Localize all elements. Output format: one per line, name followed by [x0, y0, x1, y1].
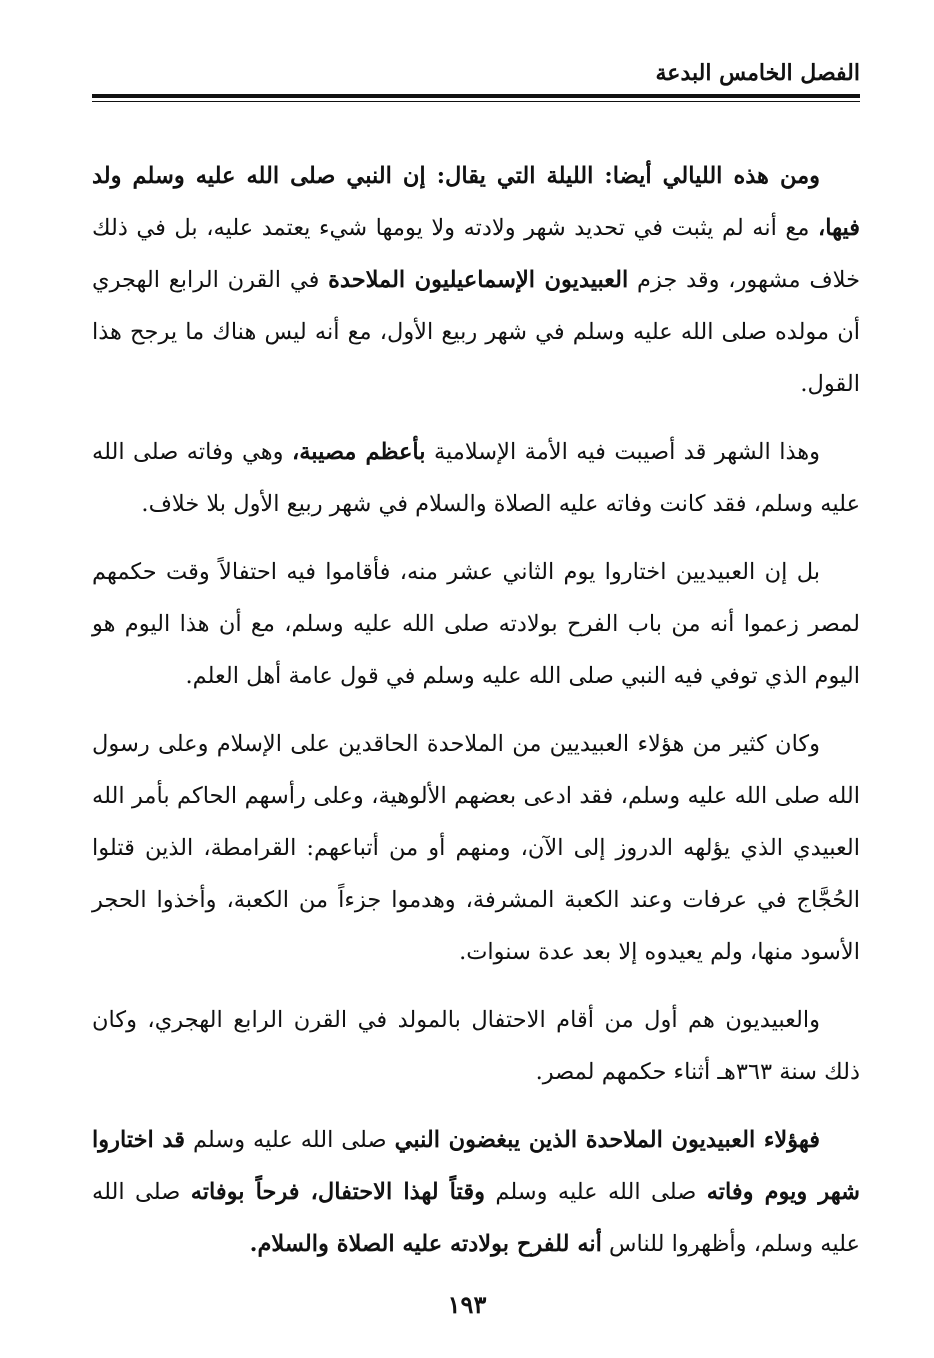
paragraph-4 [92, 718, 860, 978]
paragraph-6-bold-lead: فهؤلاء العبيديون الملاحدة الذين يبغضون النبي [394, 1127, 821, 1153]
paragraph-6-text-3: صلى الله عليه وسلم، وأظهروا للناس [92, 1179, 860, 1257]
body-text [92, 150, 860, 1286]
paragraph-1-text: مع أنه لم يثبت في تحديد شهر ولادته ولا يومها شيء يعتمد عليه، بل في ذلك خلاف مشهور، وقد جزم [92, 215, 860, 293]
paragraph-2-text-2: وهي وفاته صلى الله عليه وسلم، فقد كانت وفاته عليه الصلاة والسلام في شهر ربيع الأول بلا خلاف. [92, 439, 860, 517]
paragraph-6-bold-tail: وقتاً لهذا الاحتفال، فرحاً بوفاته [190, 1179, 485, 1205]
paragraph-2-bold-mid: بأعظم مصيبة، [291, 439, 426, 465]
paragraph-1-bold-mid: العبيديون الإسماعيليون الملاحدة [328, 267, 629, 293]
paragraph-6 [92, 1114, 860, 1270]
header-rule-thick [92, 94, 860, 98]
paragraph-2-text: وهذا الشهر قد أصيبت فيه الأمة الإسلامية [425, 439, 820, 465]
paragraph-3 [92, 546, 860, 702]
paragraph-1-text-2: في القرن الرابع الهجري أن مولده صلى الله عليه وسلم في شهر ربيع الأول، مع أنه ليس هناك ما يرجح هذا القول. [92, 267, 860, 397]
paragraph-3-text: بل إن العبيديين اختاروا يوم الثاني عشر منه، فأقاموا فيه احتفالاً وقت حكمهم لمصر زعموا أنه من باب الفرح بولادته صلى الله عليه وسلم، مع أن هذا اليوم هو اليوم الذي توفي فيه النبي صلى الله عليه وسلم في قول عامة أهل العلم. [92, 559, 860, 689]
chapter-title: الفصل الخامس البدعة [655, 60, 860, 86]
page-number: ١٩٣ [447, 1290, 487, 1319]
paragraph-6-bold-end: أنه للفرح بولادته عليه الصلاة والسلام. [249, 1231, 602, 1257]
paragraph-1 [92, 150, 860, 410]
paragraph-6-text-2: صلى الله عليه وسلم [484, 1179, 707, 1205]
running-header [92, 58, 860, 108]
paragraph-6-text: صلى الله عليه وسلم [185, 1127, 395, 1153]
paragraph-5-text: والعبيديون هم أول من أقام الاحتفال بالمولد في القرن الرابع الهجري، وكان ذلك سنة ٣٦٣هـ أثناء حكمهم لمصر. [92, 1007, 860, 1085]
paragraph-1-bold-lead: ومن هذه الليالي أيضا: الليلة التي يقال: إن النبي صلى الله عليه وسلم ولد فيها، [92, 163, 860, 241]
paragraph-4-text: وكان كثير من هؤلاء العبيديين من الملاحدة الحاقدين على الإسلام وعلى رسول الله صلى الله عليه وسلم، فقد ادعى بعضهم الألوهية، وعلى رأسهم الحاكم بأمر الله العبيدي الذي يؤلهه الدروز إلى الآن، ومنهم أو من أتباعهم: القرامطة، الذين قتلوا الحُجَّاج في عرفات وعند الكعبة المشرفة، وهدموا جزءاً من الكعبة، وأخذوا الحجر الأسود منها، ولم يعيدوه إلا بعد عدة سنوات. [92, 731, 860, 965]
paragraph-5 [92, 994, 860, 1098]
paragraph-6-bold-mid: قد اختاروا شهر ويوم وفاته [92, 1127, 860, 1205]
paragraph-2 [92, 426, 860, 530]
header-rule-thin [92, 101, 860, 102]
